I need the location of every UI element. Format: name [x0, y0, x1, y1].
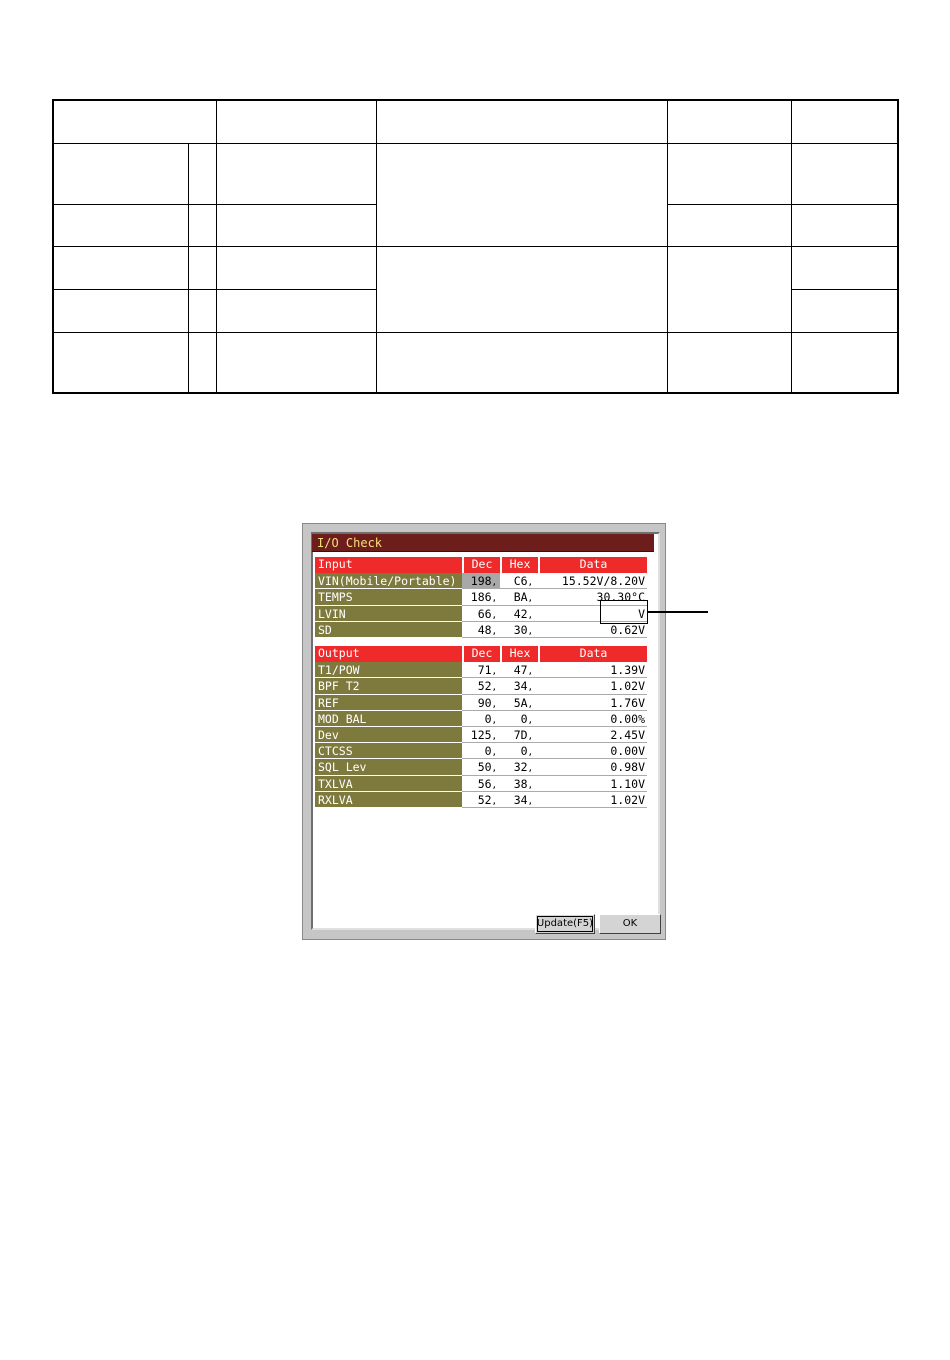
empty-grid-table — [0, 0, 950, 400]
table-row — [315, 589, 647, 605]
table-row — [315, 759, 647, 775]
row-data: V — [538, 606, 647, 622]
separator-comma: , — [491, 780, 497, 791]
output-header-hex: Hex — [500, 646, 538, 662]
separator-comma: , — [527, 699, 533, 710]
row-name: TEMPS — [315, 589, 462, 605]
row-name: SQL Lev — [315, 759, 462, 775]
separator-comma: , — [491, 683, 497, 694]
separator-comma: , — [491, 731, 497, 742]
row-data: 0.00% — [538, 711, 647, 727]
separator-comma: , — [527, 578, 533, 589]
row-hex-value: 0 — [520, 711, 528, 726]
row-dec — [462, 759, 500, 775]
row-data: 1.76V — [538, 695, 647, 711]
row-dec — [462, 678, 500, 694]
table-row — [315, 792, 647, 808]
row-dec — [462, 711, 500, 727]
table-row — [315, 776, 647, 792]
row-name: RXLVA — [315, 792, 462, 808]
row-dec — [462, 573, 500, 589]
input-table — [315, 557, 647, 638]
row-name: LVIN — [315, 606, 462, 622]
row-name: VIN(Mobile/Portable) — [315, 573, 462, 589]
callout-leader-line — [648, 611, 708, 613]
row-hex — [500, 622, 538, 638]
input-header-data: Data — [538, 557, 647, 573]
separator-comma: , — [527, 667, 533, 678]
row-hex-value: 42 — [513, 606, 528, 621]
row-hex-value: 30 — [513, 622, 528, 637]
row-hex — [500, 743, 538, 759]
separator-comma: , — [527, 610, 533, 621]
table-row — [315, 743, 647, 759]
separator-comma: , — [527, 715, 533, 726]
table-row — [315, 711, 647, 727]
row-dec-value: 198 — [470, 574, 492, 589]
separator-comma: , — [491, 578, 497, 589]
row-dec-value: 66 — [477, 606, 492, 621]
row-hex — [500, 711, 538, 727]
row-hex-value: 34 — [513, 792, 528, 807]
separator-comma: , — [491, 626, 497, 637]
table-row — [315, 622, 647, 638]
row-hex — [500, 695, 538, 711]
row-dec-value: 56 — [477, 776, 492, 791]
row-hex — [500, 792, 538, 808]
row-hex — [500, 589, 538, 605]
row-hex — [500, 678, 538, 694]
row-dec — [462, 589, 500, 605]
row-dec-value: 186 — [470, 590, 492, 605]
row-hex-value: C6 — [513, 574, 528, 589]
row-dec-value: 125 — [470, 727, 492, 742]
row-dec — [462, 662, 500, 678]
table-row — [315, 727, 647, 743]
row-data: 0.00V — [538, 743, 647, 759]
row-dec-value: 52 — [477, 792, 492, 807]
row-hex — [500, 573, 538, 589]
row-data: 15.52V/8.20V — [538, 573, 647, 589]
separator-comma: , — [527, 626, 533, 637]
input-header-dec: Dec — [462, 557, 500, 573]
separator-comma: , — [527, 683, 533, 694]
row-hex-value: 34 — [513, 679, 528, 694]
row-name: T1/POW — [315, 662, 462, 678]
row-dec — [462, 695, 500, 711]
row-dec — [462, 776, 500, 792]
update-button[interactable]: Update(F5) — [535, 914, 595, 934]
row-data: 1.39V — [538, 662, 647, 678]
row-dec — [462, 622, 500, 638]
separator-comma: , — [527, 748, 533, 759]
separator-comma: , — [491, 796, 497, 807]
output-header-dec: Dec — [462, 646, 500, 662]
row-hex-value: 38 — [513, 776, 528, 791]
row-hex-value: 7D — [513, 727, 528, 742]
row-name: SD — [315, 622, 462, 638]
row-name: BPF T2 — [315, 678, 462, 694]
input-header-row — [315, 557, 647, 573]
row-hex — [500, 662, 538, 678]
row-data: 0.62V — [538, 622, 647, 638]
table-row — [315, 662, 647, 678]
separator-comma: , — [491, 748, 497, 759]
row-data: 1.10V — [538, 776, 647, 792]
separator-comma: , — [527, 594, 533, 605]
row-dec — [462, 792, 500, 808]
output-header-name: Output — [318, 646, 360, 660]
row-dec-value: 48 — [477, 622, 492, 637]
row-dec-value: 0 — [484, 711, 492, 726]
row-hex-value: 47 — [513, 663, 528, 678]
output-table — [315, 646, 647, 808]
row-hex-value: 0 — [520, 744, 528, 759]
row-hex-value: 5A — [513, 695, 528, 710]
input-header-name: Input — [318, 557, 353, 571]
row-data: 1.02V — [538, 792, 647, 808]
row-name: MOD BAL — [315, 711, 462, 727]
row-dec-value: 0 — [484, 744, 492, 759]
separator-comma: , — [527, 796, 533, 807]
table-row — [315, 606, 647, 622]
output-header-data: Data — [538, 646, 647, 662]
separator-comma: , — [491, 667, 497, 678]
row-name: TXLVA — [315, 776, 462, 792]
row-hex-value: BA — [513, 590, 528, 605]
ok-button[interactable]: OK — [599, 914, 661, 934]
separator-comma: , — [491, 699, 497, 710]
separator-comma: , — [491, 610, 497, 621]
row-data: 0.98V — [538, 759, 647, 775]
row-dec-value: 71 — [477, 663, 492, 678]
table-row — [315, 678, 647, 694]
separator-comma: , — [491, 594, 497, 605]
row-dec-value: 52 — [477, 679, 492, 694]
row-dec — [462, 727, 500, 743]
callout-box — [600, 600, 648, 624]
row-dec-value: 50 — [477, 760, 492, 775]
row-data: 2.45V — [538, 727, 647, 743]
row-hex — [500, 727, 538, 743]
row-name: CTCSS — [315, 743, 462, 759]
separator-comma: , — [491, 715, 497, 726]
separator-comma: , — [527, 764, 533, 775]
row-dec — [462, 743, 500, 759]
separator-comma: , — [527, 731, 533, 742]
row-name: REF — [315, 695, 462, 711]
separator-comma: , — [527, 780, 533, 791]
dialog-title: I/O Check — [312, 534, 654, 552]
row-dec — [462, 606, 500, 622]
row-name: Dev — [315, 727, 462, 743]
row-data: 1.02V — [538, 678, 647, 694]
table-row — [315, 573, 647, 589]
output-header-row — [315, 646, 647, 662]
row-hex-value: 32 — [513, 760, 528, 775]
separator-comma: , — [491, 764, 497, 775]
row-dec-value: 90 — [477, 695, 492, 710]
table-row — [315, 695, 647, 711]
row-hex — [500, 759, 538, 775]
input-header-hex: Hex — [500, 557, 538, 573]
row-hex — [500, 606, 538, 622]
row-data: 30.30°C — [538, 589, 647, 605]
row-hex — [500, 776, 538, 792]
